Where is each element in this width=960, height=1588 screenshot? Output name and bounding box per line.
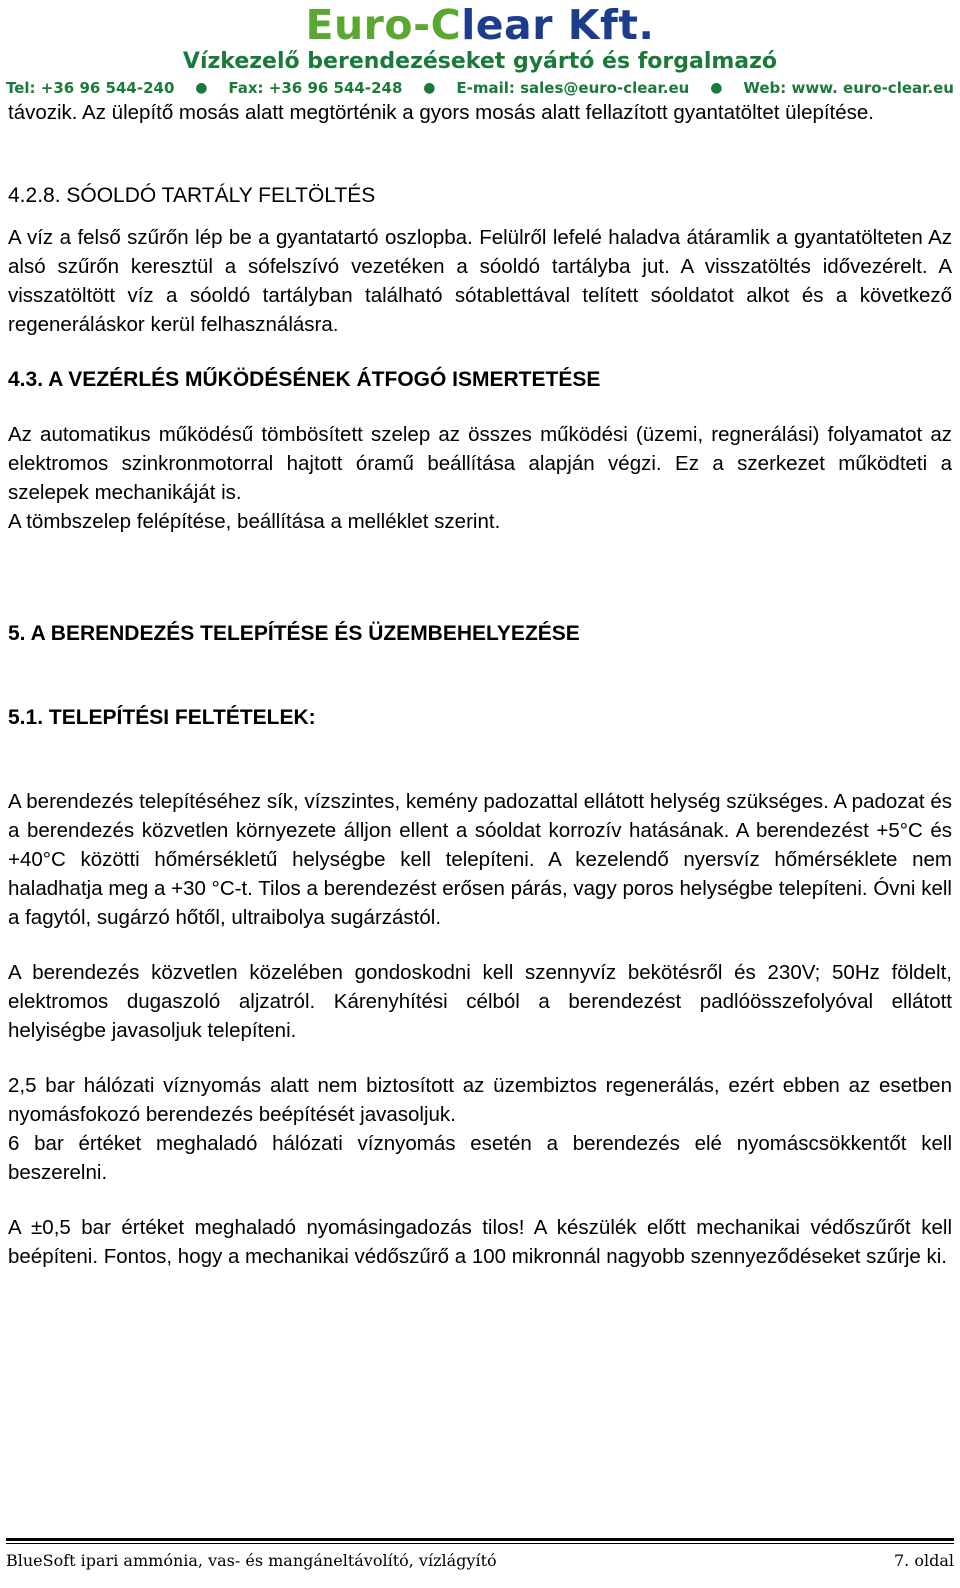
paragraph-428: A víz a felső szűrőn lép be a gyantatartó oszlopba. Felülről lefelé haladva átáramlik a gyantatölteten Az alsó szűrőn keresztül a sófelszívó vezetéken a sóoldó tartályba jut. A visszatöltés idővezérelt. A visszatöltött víz a sóoldó tartályban található sótablettával telített sóoldatot alkot és a következő regeneráláskor kerül felhasználásra. xyxy=(8,226,952,336)
section-heading-51: 5.1. TELEPÍTÉSI FELTÉTELEK: xyxy=(8,706,316,729)
paragraph-51a: A berendezés telepítéséhez sík, vízszintes, kemény padozattal ellátott helység szükséges. A padozat és a berendezés közvetlen környezete álljon ellent a sóoldat korrozív hatásának. A berendezést +5°C és +40°C közötti hőmérsékletű helységbe kell telepíteni. A kezelendő nyersvíz hőmérséklete nem haladhatja meg a +30 °C-t. Tilos a berendezést erősen párás, vagy poros helységbe telepíteni. Óvni kell a fagytól, sugárzó hőtől, ultraibolya sugárzástól. xyxy=(8,790,952,929)
paragraph-51d: 6 bar értéket meghaladó hálózati víznyomás esetén a berendezés elé nyomáscsökkentőt kell beszerelni. xyxy=(8,1132,952,1184)
bullet-icon: ● xyxy=(195,80,208,96)
paragraph-51b: A berendezés közvetlen közelében gondoskodni kell szennyvíz bekötésről és 230V; 50Hz földelt, elektromos dugaszoló aljzatról. Kárenyhítési célból a berendezést padlóösszefolyóval ellátott helyiségbe javasoljuk telepíteni. xyxy=(8,961,952,1042)
document-body xyxy=(8,98,952,1271)
bullet-icon: ● xyxy=(423,80,436,96)
company-tagline: Vízkezelő berendezéseket gyártó és forgalmazó xyxy=(182,49,778,74)
paragraph-51e: A ±0,5 bar értéket meghaladó nyomásingadozás tilos! A készülék előtt mechanikai védőszűrőt kell beépíteni. Fontos, hogy a mechanikai védőszűrő a 100 mikronnál nagyobb szennyeződéseket szűrje ki. xyxy=(8,1216,952,1268)
section-heading-428: 4.2.8. SÓOLDÓ TARTÁLY FELTÖLTÉS xyxy=(8,184,376,207)
company-logo xyxy=(0,0,960,50)
paragraph-43b: A tömbszelep felépítése, beállítása a melléklet szerint. xyxy=(8,510,501,533)
page-footer xyxy=(6,1538,954,1574)
logo-text-clear: lear Kft. xyxy=(461,1,655,49)
email-address: E-mail: sales@euro-clear.eu xyxy=(456,79,690,97)
page-number: 7. oldal xyxy=(894,1551,954,1570)
section-heading-5: 5. A BERENDEZÉS TELEPÍTÉSE ÉS ÜZEMBEHELYEZÉSE xyxy=(8,622,580,645)
footer-rule-thin xyxy=(6,1543,954,1544)
section-heading-43: 4.3. A VEZÉRLÉS MŰKÖDÉSÉNEK ÁTFOGÓ ISMERTETÉSE xyxy=(8,368,601,391)
paragraph-51c: 2,5 bar hálózati víznyomás alatt nem biztosított az üzembiztos regenerálás, ezért ebben az esetben nyomásfokozó berendezés beépítését javasoljuk. xyxy=(8,1074,952,1126)
footer-product-title: BlueSoft ipari ammónia, vas- és mangáneltávolító, vízlágyító xyxy=(6,1551,497,1570)
website-address: Web: www. euro-clear.eu xyxy=(743,79,954,97)
contact-line xyxy=(6,78,954,98)
page-header xyxy=(0,0,960,100)
phone-number: Tel: +36 96 544-240 xyxy=(6,79,175,97)
bullet-icon: ● xyxy=(710,80,723,96)
logo-text-c: C xyxy=(430,1,462,49)
logo-text-euro: Euro- xyxy=(305,1,431,49)
fax-number: Fax: +36 96 544-248 xyxy=(228,79,403,97)
paragraph-intro: távozik. Az ülepítő mosás alatt megtörténik a gyors mosás alatt fellazított gyantatöltet ülepítése. xyxy=(8,101,875,124)
paragraph-43a: Az automatikus működésű tömbösített szelep az összes működési (üzemi, regnerálási) folyamatot az elektromos szinkronmotorral hajtott óramű beállítása alapján végzi. Ez a szerkezet működteti a szelepek mechanikáját is. xyxy=(8,423,952,504)
footer-rule xyxy=(6,1538,954,1541)
